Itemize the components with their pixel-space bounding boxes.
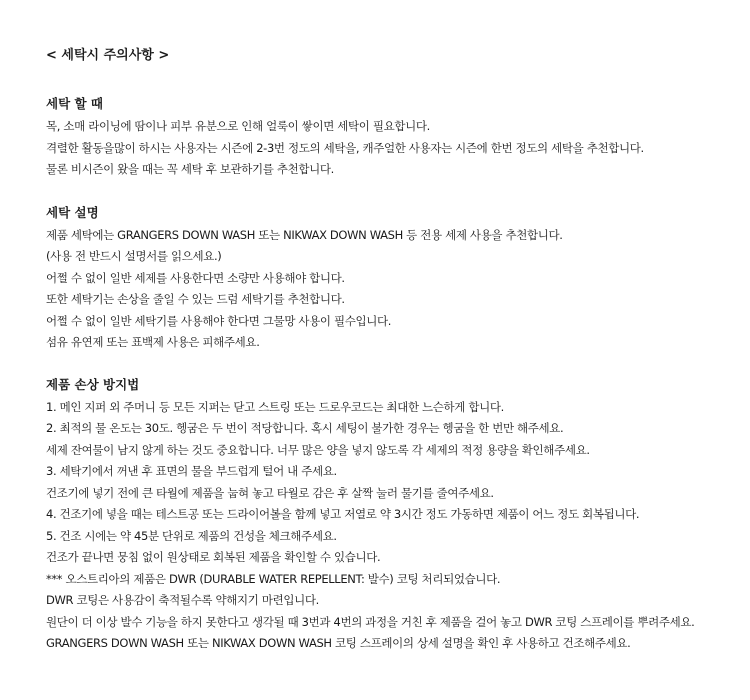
section-heading: 제품 손상 방지법 [46,376,140,392]
text-line: 5. 건조 시에는 약 45분 단위로 제품의 건성을 체크해주세요. [46,528,337,543]
text-line: 또한 세탁기는 손상을 줄일 수 있는 드럼 세탁기를 추천합니다. [46,292,345,306]
text-line: 어쩔 수 없이 일반 세제를 사용한다면 소량만 사용해야 합니다. [46,270,345,285]
text-line: 목, 소매 라이닝에 땀이나 피부 유분으로 인해 얼룩이 쌓이면 세탁이 필요합니다. [46,119,430,133]
text-line: (사용 전 반드시 설명서를 읽으세요.) [46,249,222,263]
text-line: 4. 건조기에 넣을 때는 테스트공 또는 드라이어볼을 함께 넣고 저열로 약 3시간 정도 가동하면 제품이 어느 정도 회복됩니다. [46,507,640,521]
text-line: 건조기에 넣기 전에 큰 타월에 제품을 눕혀 놓고 타월로 감은 후 살짝 눌러 물기를 줄여주세요. [46,485,494,500]
text-line: 물론 비시즌이 왔을 때는 꼭 세탁 후 보관하기를 추천합니다. [46,162,334,176]
text-line: 2. 최적의 물 온도는 30도. 헹굼은 두 번이 적당합니다. 혹시 세팅이 불가한 경우는 헹굼을 한 번만 해주세요. [46,421,564,435]
document-title: < 세탁시 주의사항 > [46,48,170,63]
text-line: 1. 메인 지퍼 외 주머니 등 모든 지퍼는 닫고 스트링 또는 드로우코드는 최대한 느슨하게 합니다. [46,399,504,414]
text-line: 원단이 더 이상 발수 기능을 하지 못한다고 생각될 때 3번과 4번의 과정을 거친 후 제품을 걸어 놓고 DWR 코팅 스프레이를 뿌려주세요. [46,614,695,629]
text-line: GRANGERS DOWN WASH 또는 NIKWAX DOWN WASH 코팅 스프레이의 상세 설명을 확인 후 사용하고 건조해주세요. [46,636,631,650]
text-line: 세제 잔여물이 남지 않게 하는 것도 중요합니다. 너무 많은 양을 넣지 않도록 각 세제의 적정 용량을 확인해주세요. [46,442,590,457]
text-line: 3. 세탁기에서 꺼낸 후 표면의 물을 부드럽게 털어 내 주세요. [46,464,337,478]
text-line: 건조가 끝나면 뭉침 없이 원상태로 회복된 제품을 확인할 수 있습니다. [46,550,381,564]
section-damage-prevention [46,375,746,655]
section-heading: 세탁 설명 [46,204,99,220]
text-line: 격렬한 활동을많이 하시는 사용자는 시즌에 2-3번 정도의 세탁을, 캐주얼한 사용자는 시즌에 한번 정도의 세탁을 추천합니다. [46,140,644,155]
text-line: 섬유 유연제 또는 표백제 사용은 피해주세요. [46,335,260,349]
text-line: 제품 세탁에는 GRANGERS DOWN WASH 또는 NIKWAX DOWN WASH 등 전용 세제 사용을 추천합니다. [46,227,563,242]
text-line: DWR 코팅은 사용감이 축적될수록 약해지기 마련입니다. [46,593,319,607]
section-when-to-wash [46,94,746,181]
section-washing-description [46,203,746,354]
section-heading: 세탁 할 때 [46,96,104,111]
washing-instructions-document [46,46,746,655]
text-line: *** 오스트리아의 제품은 DWR (DURABLE WATER REPELLENT: 발수) 코팅 처리되었습니다. [46,571,501,586]
text-line: 어쩔 수 없이 일반 세탁기를 사용해야 한다면 그물망 사용이 필수입니다. [46,313,392,328]
